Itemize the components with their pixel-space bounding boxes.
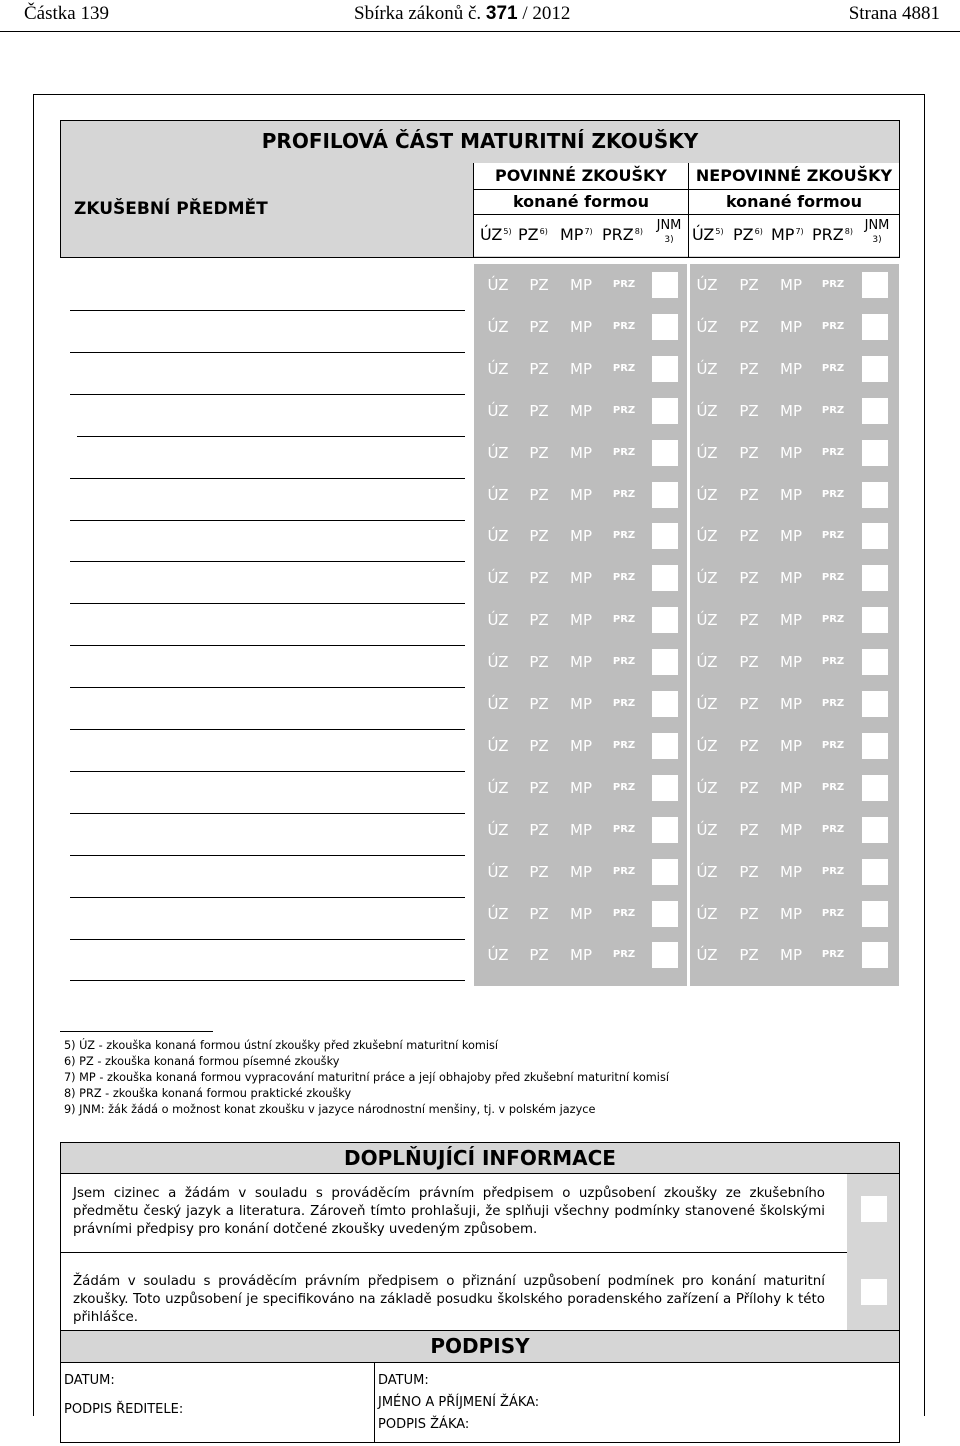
column-note: 7) bbox=[795, 227, 804, 236]
optional-option-prz[interactable]: PRZ bbox=[821, 614, 845, 625]
optional-option-pz[interactable]: PZ bbox=[739, 695, 759, 713]
optional-option-mp[interactable]: MP bbox=[780, 821, 802, 839]
optional-jnm-checkbox[interactable] bbox=[862, 314, 888, 340]
mandatory-option-úz[interactable]: ÚZ bbox=[487, 486, 509, 504]
optional-title: NEPOVINNÉ ZKOUŠKY bbox=[695, 166, 893, 185]
mandatory-option-pz[interactable]: PZ bbox=[529, 946, 549, 964]
mandatory-option-prz[interactable]: PRZ bbox=[612, 321, 636, 332]
mandatory-option-pz[interactable]: PZ bbox=[529, 318, 549, 336]
mandatory-option-úz[interactable]: ÚZ bbox=[487, 737, 509, 755]
mandatory-option-mp[interactable]: MP bbox=[570, 402, 592, 420]
subject-input-line[interactable] bbox=[70, 561, 465, 562]
mandatory-option-mp[interactable]: MP bbox=[570, 318, 592, 336]
subject-input-line[interactable] bbox=[70, 855, 465, 856]
optional-option-mp[interactable]: MP bbox=[780, 653, 802, 671]
optional-option-úz[interactable]: ÚZ bbox=[696, 402, 718, 420]
optional-jnm-checkbox[interactable] bbox=[862, 859, 888, 885]
column-label: JNM bbox=[656, 218, 682, 233]
mandatory-jnm-checkbox[interactable] bbox=[652, 440, 678, 466]
optional-option-pz[interactable]: PZ bbox=[739, 863, 759, 881]
column-label: ÚZ bbox=[692, 225, 715, 244]
optional-jnm-checkbox[interactable] bbox=[862, 565, 888, 591]
footnote-9: 9) JNM: žák žádá o možnost konat zkoušku v jazyce národnostní menšiny, tj. v polském jazyce bbox=[64, 1103, 596, 1116]
student-date-field[interactable]: DATUM: bbox=[378, 1373, 429, 1388]
mandatory-col-mp bbox=[560, 225, 593, 244]
optional-option-úz[interactable]: ÚZ bbox=[696, 737, 718, 755]
optional-option-pz[interactable]: PZ bbox=[739, 821, 759, 839]
mandatory-jnm-checkbox[interactable] bbox=[652, 398, 678, 424]
mandatory-option-úz[interactable]: ÚZ bbox=[487, 863, 509, 881]
optional-option-pz[interactable]: PZ bbox=[739, 905, 759, 923]
mandatory-col-prz bbox=[602, 225, 643, 244]
mandatory-jnm-checkbox[interactable] bbox=[652, 733, 678, 759]
footnote-rule bbox=[60, 1031, 213, 1032]
optional-option-prz[interactable]: PRZ bbox=[821, 782, 845, 793]
optional-option-prz[interactable]: PRZ bbox=[821, 530, 845, 541]
optional-option-pz[interactable]: PZ bbox=[739, 611, 759, 629]
mandatory-option-prz[interactable]: PRZ bbox=[612, 824, 636, 835]
column-note: 7) bbox=[584, 227, 593, 236]
mandatory-option-prz[interactable]: PRZ bbox=[612, 279, 636, 290]
column-label: PRZ bbox=[812, 225, 844, 244]
mandatory-option-úz[interactable]: ÚZ bbox=[487, 653, 509, 671]
subject-label: ZKUŠEBNÍ PŘEDMĚT bbox=[74, 199, 268, 219]
column-note: 8) bbox=[844, 227, 853, 236]
mandatory-option-mp[interactable]: MP bbox=[570, 527, 592, 545]
student-name-field[interactable]: JMÉNO A PŘÍJMENÍ ŽÁKA: bbox=[378, 1395, 540, 1410]
optional-subtitle: konané formou bbox=[725, 192, 863, 211]
optional-option-úz[interactable]: ÚZ bbox=[696, 527, 718, 545]
optional-option-pz[interactable]: PZ bbox=[739, 276, 759, 294]
optional-jnm-checkbox[interactable] bbox=[862, 942, 888, 968]
optional-jnm-checkbox[interactable] bbox=[862, 649, 888, 675]
mandatory-option-úz[interactable]: ÚZ bbox=[487, 946, 509, 964]
footnote-8: 8) PRZ - zkouška konaná formou praktické zkoušky bbox=[64, 1087, 352, 1100]
optional-option-pz[interactable]: PZ bbox=[739, 946, 759, 964]
column-label: PZ bbox=[518, 225, 539, 244]
optional-option-úz[interactable]: ÚZ bbox=[696, 821, 718, 839]
subject-input-line[interactable] bbox=[70, 520, 465, 521]
mandatory-option-prz[interactable]: PRZ bbox=[612, 363, 636, 374]
signatures-divider bbox=[374, 1363, 375, 1443]
optional-option-mp[interactable]: MP bbox=[780, 402, 802, 420]
mandatory-option-mp[interactable]: MP bbox=[570, 821, 592, 839]
mandatory-option-prz[interactable]: PRZ bbox=[612, 866, 636, 877]
mandatory-option-mp[interactable]: MP bbox=[570, 695, 592, 713]
mandatory-option-pz[interactable]: PZ bbox=[529, 402, 549, 420]
issue-number: Částka 139 bbox=[24, 3, 109, 24]
column-note: 6) bbox=[754, 227, 763, 236]
optional-jnm-checkbox[interactable] bbox=[862, 901, 888, 927]
mandatory-option-prz[interactable]: PRZ bbox=[612, 405, 636, 416]
mandatory-option-pz[interactable]: PZ bbox=[529, 486, 549, 504]
optional-option-mp[interactable]: MP bbox=[780, 695, 802, 713]
page-number: Strana 4881 bbox=[848, 3, 940, 24]
column-note: 6) bbox=[539, 227, 548, 236]
subject-input-line[interactable] bbox=[70, 813, 465, 814]
mandatory-col-pz bbox=[518, 225, 548, 244]
mandatory-jnm-checkbox[interactable] bbox=[652, 523, 678, 549]
mandatory-option-mp[interactable]: MP bbox=[570, 905, 592, 923]
mandatory-option-úz[interactable]: ÚZ bbox=[487, 569, 509, 587]
optional-option-mp[interactable]: MP bbox=[780, 569, 802, 587]
optional-col-úz bbox=[692, 225, 724, 244]
optional-option-mp[interactable]: MP bbox=[780, 318, 802, 336]
column-label: MP bbox=[771, 225, 795, 244]
mandatory-option-pz[interactable]: PZ bbox=[529, 444, 549, 462]
optional-option-prz[interactable]: PRZ bbox=[821, 363, 845, 374]
mandatory-option-pz[interactable]: PZ bbox=[529, 737, 549, 755]
mandatory-option-pz[interactable]: PZ bbox=[529, 611, 549, 629]
subject-input-line[interactable] bbox=[70, 897, 465, 898]
optional-jnm-checkbox[interactable] bbox=[862, 398, 888, 424]
page-header bbox=[0, 0, 960, 32]
optional-option-mp[interactable]: MP bbox=[780, 486, 802, 504]
optional-option-úz[interactable]: ÚZ bbox=[696, 486, 718, 504]
mandatory-option-úz[interactable]: ÚZ bbox=[487, 276, 509, 294]
mandatory-option-prz[interactable]: PRZ bbox=[612, 949, 636, 960]
mandatory-option-mp[interactable]: MP bbox=[570, 946, 592, 964]
column-note: 8) bbox=[634, 227, 643, 236]
additional-info-divider bbox=[60, 1252, 847, 1253]
mandatory-jnm-checkbox[interactable] bbox=[652, 565, 678, 591]
mandatory-option-prz[interactable]: PRZ bbox=[612, 530, 636, 541]
column-note: 3) bbox=[872, 235, 882, 245]
header-divider bbox=[473, 163, 474, 257]
mandatory-option-mp[interactable]: MP bbox=[570, 779, 592, 797]
mandatory-option-mp[interactable]: MP bbox=[570, 444, 592, 462]
mandatory-option-úz[interactable]: ÚZ bbox=[487, 611, 509, 629]
optional-option-úz[interactable]: ÚZ bbox=[696, 946, 718, 964]
foreigner-statement: Jsem cizinec a žádám v souladu s prováděcím právním předpisem o uzpůsobení zkoušky ze zkušebního předmětu český jazyk a literatura. Zároveň tímto prohlašuji, že splňuji všechny podmínky stanovené školskými právními předpisy pro konání dotčené zkoušky uvedeným způsobem. bbox=[73, 1186, 825, 1237]
mandatory-option-mp[interactable]: MP bbox=[570, 360, 592, 378]
student-signature-field[interactable]: PODPIS ŽÁKA: bbox=[378, 1417, 470, 1432]
mandatory-jnm-checkbox[interactable] bbox=[652, 691, 678, 717]
mandatory-jnm-checkbox[interactable] bbox=[652, 314, 678, 340]
optional-option-prz[interactable]: PRZ bbox=[821, 698, 845, 709]
optional-option-mp[interactable]: MP bbox=[780, 444, 802, 462]
subject-input-line[interactable] bbox=[70, 980, 465, 981]
column-label: ÚZ bbox=[480, 225, 503, 244]
optional-option-úz[interactable]: ÚZ bbox=[696, 318, 718, 336]
optional-option-prz[interactable]: PRZ bbox=[821, 405, 845, 416]
optional-option-prz[interactable]: PRZ bbox=[821, 908, 845, 919]
footnote-6: 6) PZ - zkouška konaná formou písemné zkoušky bbox=[64, 1055, 340, 1068]
mandatory-option-pz[interactable]: PZ bbox=[529, 821, 549, 839]
mandatory-option-pz[interactable]: PZ bbox=[529, 569, 549, 587]
optional-option-pz[interactable]: PZ bbox=[739, 486, 759, 504]
mandatory-option-mp[interactable]: MP bbox=[570, 569, 592, 587]
mandatory-jnm-checkbox[interactable] bbox=[652, 817, 678, 843]
column-label: PZ bbox=[733, 225, 754, 244]
optional-option-pz[interactable]: PZ bbox=[739, 402, 759, 420]
subject-input-line[interactable] bbox=[70, 771, 465, 772]
optional-jnm-checkbox[interactable] bbox=[862, 733, 888, 759]
mandatory-option-prz[interactable]: PRZ bbox=[612, 489, 636, 500]
mandatory-option-prz[interactable]: PRZ bbox=[612, 698, 636, 709]
column-label: MP bbox=[560, 225, 584, 244]
optional-option-mp[interactable]: MP bbox=[780, 863, 802, 881]
optional-option-úz[interactable]: ÚZ bbox=[696, 569, 718, 587]
additional-info-title: DOPLŇUJÍCÍ INFORMACE bbox=[60, 1142, 900, 1174]
mandatory-option-úz[interactable]: ÚZ bbox=[487, 360, 509, 378]
subject-input-line[interactable] bbox=[70, 478, 465, 479]
mandatory-option-mp[interactable]: MP bbox=[570, 486, 592, 504]
optional-option-mp[interactable]: MP bbox=[780, 360, 802, 378]
column-label: JNM bbox=[864, 218, 890, 233]
mandatory-option-mp[interactable]: MP bbox=[570, 611, 592, 629]
subject-input-line[interactable] bbox=[77, 436, 465, 437]
optional-option-pz[interactable]: PZ bbox=[739, 653, 759, 671]
optional-option-pz[interactable]: PZ bbox=[739, 444, 759, 462]
optional-option-mp[interactable]: MP bbox=[780, 905, 802, 923]
mandatory-option-mp[interactable]: MP bbox=[570, 863, 592, 881]
optional-option-mp[interactable]: MP bbox=[780, 527, 802, 545]
optional-jnm-checkbox[interactable] bbox=[862, 607, 888, 633]
mandatory-option-mp[interactable]: MP bbox=[570, 737, 592, 755]
mandatory-option-pz[interactable]: PZ bbox=[529, 276, 549, 294]
optional-col-prz bbox=[812, 225, 853, 244]
header-rule bbox=[474, 189, 899, 190]
optional-option-prz[interactable]: PRZ bbox=[821, 447, 845, 458]
mandatory-jnm-checkbox[interactable] bbox=[652, 482, 678, 508]
collection-reference: Sbírka zákonů č. 371 / 2012 bbox=[354, 3, 571, 24]
header-divider bbox=[688, 163, 689, 257]
exam-section-title: PROFILOVÁ ČÁST MATURITNÍ ZKOUŠKY bbox=[60, 120, 900, 163]
subject-input-line[interactable] bbox=[70, 310, 465, 311]
optional-jnm-checkbox[interactable] bbox=[862, 691, 888, 717]
mandatory-jnm-checkbox[interactable] bbox=[652, 356, 678, 382]
optional-option-úz[interactable]: ÚZ bbox=[696, 611, 718, 629]
optional-option-prz[interactable]: PRZ bbox=[821, 824, 845, 835]
mandatory-option-úz[interactable]: ÚZ bbox=[487, 905, 509, 923]
subject-input-line[interactable] bbox=[70, 352, 465, 353]
optional-option-pz[interactable]: PZ bbox=[739, 779, 759, 797]
director-date-field[interactable]: DATUM: bbox=[64, 1373, 115, 1388]
subject-input-line[interactable] bbox=[70, 603, 465, 604]
mandatory-option-úz[interactable]: ÚZ bbox=[487, 779, 509, 797]
optional-jnm-checkbox[interactable] bbox=[862, 440, 888, 466]
optional-jnm-checkbox[interactable] bbox=[862, 356, 888, 382]
optional-option-pz[interactable]: PZ bbox=[739, 318, 759, 336]
optional-option-prz[interactable]: PRZ bbox=[821, 656, 845, 667]
mandatory-option-pz[interactable]: PZ bbox=[529, 653, 549, 671]
footnote-7: 7) MP - zkouška konaná formou vypracování maturitní práce a její obhajoby před zkušební maturitní komisí bbox=[64, 1071, 669, 1084]
mandatory-jnm-checkbox[interactable] bbox=[652, 942, 678, 968]
optional-option-úz[interactable]: ÚZ bbox=[696, 360, 718, 378]
optional-option-prz[interactable]: PRZ bbox=[821, 321, 845, 332]
subject-input-line[interactable] bbox=[70, 939, 465, 940]
mandatory-option-pz[interactable]: PZ bbox=[529, 905, 549, 923]
accommodation-checkbox[interactable] bbox=[861, 1279, 887, 1305]
optional-col-jnm bbox=[862, 219, 892, 247]
mandatory-jnm-checkbox[interactable] bbox=[652, 649, 678, 675]
mandatory-option-prz[interactable]: PRZ bbox=[612, 782, 636, 793]
column-note: 5) bbox=[715, 227, 724, 236]
header-rule bbox=[474, 214, 899, 215]
optional-option-pz[interactable]: PZ bbox=[739, 527, 759, 545]
mandatory-jnm-checkbox[interactable] bbox=[652, 901, 678, 927]
mandatory-jnm-checkbox[interactable] bbox=[652, 775, 678, 801]
optional-option-mp[interactable]: MP bbox=[780, 946, 802, 964]
optional-option-úz[interactable]: ÚZ bbox=[696, 444, 718, 462]
optional-option-úz[interactable]: ÚZ bbox=[696, 276, 718, 294]
optional-option-prz[interactable]: PRZ bbox=[821, 740, 845, 751]
mandatory-option-prz[interactable]: PRZ bbox=[612, 614, 636, 625]
mandatory-jnm-checkbox[interactable] bbox=[652, 607, 678, 633]
subject-input-line[interactable] bbox=[70, 645, 465, 646]
mandatory-subtitle: konané formou bbox=[512, 192, 650, 211]
column-note: 3) bbox=[664, 235, 674, 245]
mandatory-option-úz[interactable]: ÚZ bbox=[487, 402, 509, 420]
mandatory-jnm-checkbox[interactable] bbox=[652, 859, 678, 885]
optional-jnm-checkbox[interactable] bbox=[862, 523, 888, 549]
optional-option-pz[interactable]: PZ bbox=[739, 569, 759, 587]
mandatory-col-úz bbox=[480, 225, 512, 244]
mandatory-option-pz[interactable]: PZ bbox=[529, 695, 549, 713]
optional-option-prz[interactable]: PRZ bbox=[821, 572, 845, 583]
subject-input-line[interactable] bbox=[70, 394, 465, 395]
subject-input-line[interactable] bbox=[70, 729, 465, 730]
optional-option-pz[interactable]: PZ bbox=[739, 360, 759, 378]
mandatory-jnm-checkbox[interactable] bbox=[652, 272, 678, 298]
optional-option-úz[interactable]: ÚZ bbox=[696, 863, 718, 881]
optional-option-úz[interactable]: ÚZ bbox=[696, 653, 718, 671]
optional-option-pz[interactable]: PZ bbox=[739, 737, 759, 755]
foreigner-checkbox[interactable] bbox=[861, 1196, 887, 1222]
optional-option-mp[interactable]: MP bbox=[780, 611, 802, 629]
mandatory-option-mp[interactable]: MP bbox=[570, 276, 592, 294]
column-label: PRZ bbox=[602, 225, 634, 244]
signatures-title: PODPISY bbox=[60, 1330, 900, 1363]
mandatory-title: POVINNÉ ZKOUŠKY bbox=[495, 166, 667, 185]
footnote-5: 5) ÚZ - zkouška konaná formou ústní zkoušky před zkušební maturitní komisí bbox=[64, 1039, 499, 1052]
optional-option-prz[interactable]: PRZ bbox=[821, 866, 845, 877]
mandatory-option-úz[interactable]: ÚZ bbox=[487, 318, 509, 336]
optional-option-úz[interactable]: ÚZ bbox=[696, 695, 718, 713]
optional-option-mp[interactable]: MP bbox=[780, 276, 802, 294]
optional-jnm-checkbox[interactable] bbox=[862, 482, 888, 508]
mandatory-option-úz[interactable]: ÚZ bbox=[487, 821, 509, 839]
mandatory-option-pz[interactable]: PZ bbox=[529, 360, 549, 378]
mandatory-option-pz[interactable]: PZ bbox=[529, 527, 549, 545]
optional-option-mp[interactable]: MP bbox=[780, 737, 802, 755]
mandatory-option-úz[interactable]: ÚZ bbox=[487, 695, 509, 713]
mandatory-option-úz[interactable]: ÚZ bbox=[487, 527, 509, 545]
optional-jnm-checkbox[interactable] bbox=[862, 775, 888, 801]
optional-option-prz[interactable]: PRZ bbox=[821, 279, 845, 290]
mandatory-option-pz[interactable]: PZ bbox=[529, 779, 549, 797]
optional-option-prz[interactable]: PRZ bbox=[821, 949, 845, 960]
accommodation-statement: Žádám v souladu s prováděcím právním předpisem o přiznání uzpůsobení podmínek pro konání maturitní zkoušky. Toto uzpůsobení je specifikováno na základě posudku školského poradenského zařízení a Přílohy k této přihlášce. bbox=[73, 1274, 825, 1325]
column-note: 5) bbox=[503, 227, 512, 236]
mandatory-option-prz[interactable]: PRZ bbox=[612, 740, 636, 751]
director-signature-field[interactable]: PODPIS ŘEDITELE: bbox=[64, 1402, 184, 1417]
mandatory-option-prz[interactable]: PRZ bbox=[612, 447, 636, 458]
mandatory-option-prz[interactable]: PRZ bbox=[612, 572, 636, 583]
optional-jnm-checkbox[interactable] bbox=[862, 817, 888, 843]
mandatory-option-prz[interactable]: PRZ bbox=[612, 908, 636, 919]
mandatory-col-jnm bbox=[654, 219, 684, 247]
mandatory-option-pz[interactable]: PZ bbox=[529, 863, 549, 881]
optional-option-prz[interactable]: PRZ bbox=[821, 489, 845, 500]
optional-option-úz[interactable]: ÚZ bbox=[696, 779, 718, 797]
subject-input-line[interactable] bbox=[70, 687, 465, 688]
optional-col-pz bbox=[733, 225, 763, 244]
mandatory-option-prz[interactable]: PRZ bbox=[612, 656, 636, 667]
mandatory-option-úz[interactable]: ÚZ bbox=[487, 444, 509, 462]
mandatory-option-mp[interactable]: MP bbox=[570, 653, 592, 671]
optional-jnm-checkbox[interactable] bbox=[862, 272, 888, 298]
optional-col-mp bbox=[771, 225, 804, 244]
optional-option-mp[interactable]: MP bbox=[780, 779, 802, 797]
optional-option-úz[interactable]: ÚZ bbox=[696, 905, 718, 923]
